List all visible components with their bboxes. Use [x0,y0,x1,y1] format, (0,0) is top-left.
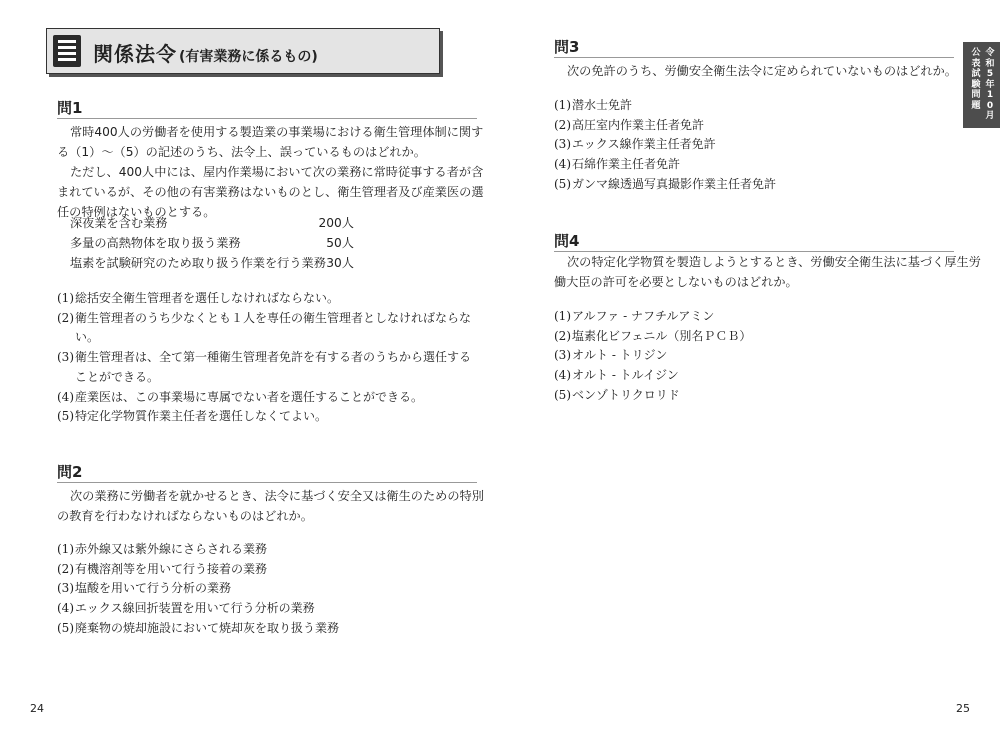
q4-option [554,307,751,327]
section-header [46,28,440,74]
q1-table-value: 200人 [318,216,354,230]
option-number: (2) [554,328,571,343]
option-text: 廃棄物の焼却施設において焼却灰を取り扱う業務 [75,620,340,635]
q1-options [57,289,471,427]
option-text: 潜水士免許 [572,98,633,112]
q1-table-row [70,214,354,234]
q3-divider [554,57,954,58]
side-tab-col-1: 令 和 5 年 1 0 月 [985,48,995,121]
option-text: 石綿作業主任者免許 [572,157,681,172]
q3-option [554,155,776,175]
q3-option [554,116,776,136]
q1-table-value: 50人 [326,236,354,250]
q2-divider [57,482,477,483]
q1-option-continuation: い。 [75,330,100,345]
q4-title: 問4 [554,232,580,250]
q4-line-1: 次の特定化学物質を製造しようとするとき、労働安全衛生法に基づく厚生労 [567,255,981,269]
q1-title: 問1 [57,99,83,117]
page-number-left: 24 [30,702,44,715]
q4-option [554,366,751,386]
q3-option [554,175,776,195]
q2-option [57,579,339,599]
q1-line-3: ただし、400人中には、屋内作業場において次の業務に常時従事する者が含 [70,165,484,179]
option-number: (3) [554,137,571,152]
q1-table-row [70,254,354,274]
q4-option [554,386,751,406]
q4-option [554,346,751,366]
q3-line-1: 次の免許のうち、労働安全衛生法令に定められていないものはどれか。 [567,64,957,78]
option-number: (3) [57,350,74,365]
option-text: エックス線回折装置を用いて行う分析の業務 [75,601,315,616]
option-number: (4) [57,389,74,404]
q2-option [57,599,339,619]
option-text: 特定化学物質作業主任者を選任しなくてよい。 [75,409,328,424]
side-tab [963,42,1000,128]
q3-title: 問3 [554,38,580,56]
document-icon [53,35,81,67]
q1-table-label: 塩素を試験研究のため取り扱う作業を行う業務 [70,256,326,270]
option-number: (1) [57,542,74,556]
q1-line-2: る（1）～（5）の記述のうち、法令上、誤っているものはどれか。 [57,145,426,159]
option-number: (1) [554,98,571,112]
option-text: 塩素化ビフェニル（別名ＰＣＢ） [572,328,752,343]
option-number: (1) [57,291,74,305]
option-number: (5) [57,409,74,424]
q1-line-1: 常時400人の労働者を使用する製造業の事業場における衛生管理体制に関す [70,125,484,139]
q3-option [554,96,776,116]
option-number: (4) [57,601,74,616]
option-number: (5) [554,387,571,402]
q1-option [57,348,471,368]
option-text: 塩酸を用いて行う分析の業務 [75,581,232,596]
q3-option [554,135,776,155]
option-text: エックス線作業主任者免許 [572,137,716,152]
section-title [93,38,318,67]
option-text: 総括安全衛生管理者を選任しなければならない。 [75,291,340,305]
option-text: 産業医は、この事業場に専属でない者を選任することができる。 [75,389,424,404]
option-text: 衛生管理者のうち少なくとも１人を専任の衛生管理者としなければならな [75,310,472,325]
q2-option [57,619,339,639]
q1-table-label: 深夜業を含む業務 [70,216,168,230]
q2-option [57,540,339,560]
option-number: (3) [554,348,571,363]
q2-options [57,540,339,639]
right-page [500,0,1000,733]
option-text: 赤外線又は紫外線にさらされる業務 [75,542,268,556]
q1-option [57,407,471,427]
side-tab-col-2: 公 表 試 験 問 題 [971,48,981,111]
option-text: アルファ - ナフチルアミン [572,309,715,323]
option-text: 衛生管理者は、全て第一種衛生管理者免許を有する者のうちから選任する [75,350,472,365]
q1-option [57,388,471,408]
q2-line-2: の教育を行わなければならないものはどれか。 [57,509,313,523]
q4-line-2: 働大臣の許可を必要としないものはどれか。 [554,275,798,289]
option-text: ガンマ線透過写真撮影作業主任者免許 [572,176,777,191]
q2-title: 問2 [57,463,83,481]
q1-line-4: まれているが、その他の有害業務はないものとし、衛生管理者及び産業医の選 [57,185,484,199]
option-number: (2) [57,561,74,576]
q1-option [57,289,471,309]
q4-options [554,307,751,406]
option-number: (2) [57,310,74,325]
option-number: (2) [554,117,571,132]
page-number-right: 25 [956,702,970,715]
option-number: (4) [554,368,571,383]
option-text: ベンゾトリクロリド [572,387,680,402]
option-text: 有機溶剤等を用いて行う接着の業務 [75,561,268,576]
option-text: 高圧室内作業主任者免許 [572,117,705,132]
q1-divider [57,118,477,119]
option-number: (5) [554,176,571,191]
section-title-text: 関係法令 [93,42,177,66]
option-number: (5) [57,620,74,635]
option-text: オルト - トリジン [572,348,668,363]
q4-option [554,327,751,347]
section-subtitle: (有害業務に係るもの) [179,49,318,65]
q2-option [57,560,339,580]
q1-option-continuation: ことができる。 [75,369,160,384]
q1-table-row [70,234,354,254]
q1-line-5: 任の特例はないものとする。 [57,205,216,219]
option-text: オルト - トルイジン [572,368,679,383]
option-number: (1) [554,309,571,323]
option-number: (3) [57,581,74,596]
q2-line-1: 次の業務に労働者を就かせるとき、法令に基づく安全又は衛生のための特別 [70,489,484,503]
q3-options [554,96,776,195]
q1-table-label: 多量の高熱物体を取り扱う業務 [70,236,241,250]
option-number: (4) [554,157,571,172]
q1-table-value: 30人 [326,256,354,270]
q1-option [57,309,471,329]
